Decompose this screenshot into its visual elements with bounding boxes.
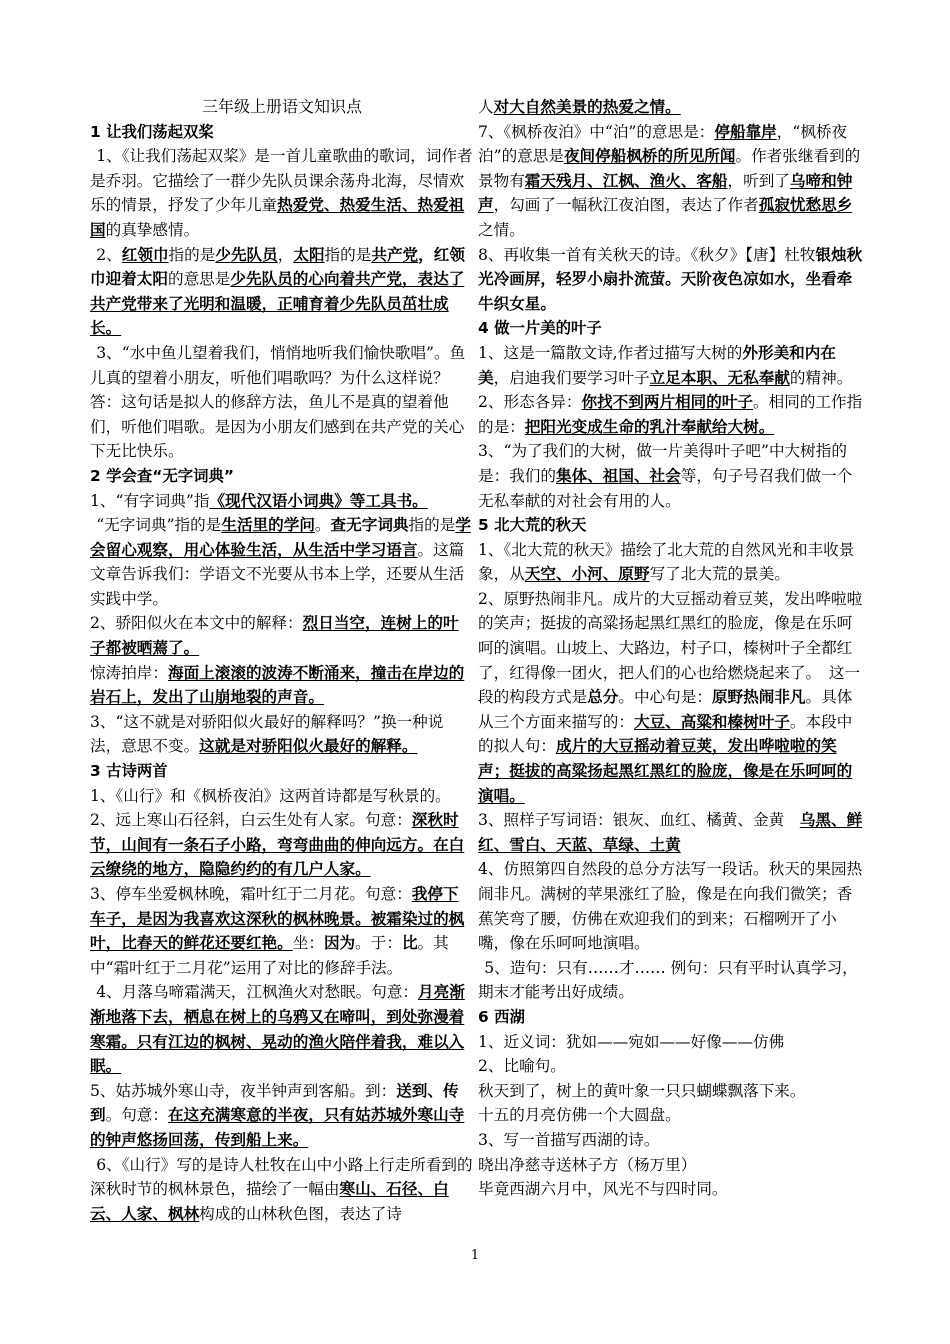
- text-run: 晓出净慈寺送林子方（杨万里）: [478, 1155, 697, 1174]
- text-run: 5、姑苏城外寒山寺，夜半钟声到客船。到：: [90, 1081, 397, 1100]
- paragraph: [90, 611, 474, 660]
- text-run: 3、停车坐爱枫林晚，霜叶红于二月花。句意：: [90, 885, 412, 903]
- text-run: 秋天到了，树上的黄叶象一只只蝴蝶飘落下来。: [478, 1081, 806, 1100]
- text-run: 3、照样子写词语：银灰、血红、橘黄、金黄: [478, 811, 800, 830]
- emphasized-text: 学会留心观察，用心体验生活，从生活中学习语言: [90, 515, 471, 559]
- emphasized-text: 夜间停船枫桥的所见所闻: [563, 146, 736, 166]
- paragraph: [90, 710, 474, 759]
- paragraph: [478, 390, 866, 439]
- paragraph: [478, 1054, 866, 1079]
- paragraph: [478, 1103, 866, 1128]
- left-column: [90, 95, 474, 1226]
- emphasized-text: 深秋时节，山间有一条石子小路，弯弯曲曲的伸向远方。在白云缭绕的地方，隐隐约约的有几户人家。: [90, 810, 465, 879]
- text-run: 指的是: [408, 516, 456, 535]
- paragraph: [478, 120, 866, 243]
- emphasized-text: 在这充满寒意的半夜，只有姑苏城外寒山寺的钟声悠扬回荡，传到船上来。: [90, 1105, 465, 1149]
- text-run: 8、再收集一首有关秋天的诗。《秋夕》【唐】杜牧: [478, 245, 816, 264]
- emphasized-text: 乌黑、鲜红、雪白、天蓝、草绿、土黄: [478, 810, 863, 854]
- paragraph: [478, 1153, 866, 1178]
- text-run: 3、“这不就是对骄阳似火最好的解释吗？”换一种说法，意思不变。: [90, 712, 444, 756]
- text-run: 。本段中的拟人句：: [478, 712, 853, 756]
- emphasized-text: 大豆、高粱和榛树叶子: [633, 711, 790, 731]
- text-run: 4、月落乌啼霜满天，江枫渔火对愁眠。句意：: [96, 983, 419, 1002]
- emphasized-text: 寒山、石径、白云、人家、枫林: [90, 1179, 449, 1223]
- emphasized-text: 《现代汉语小词典》等工具书。: [209, 490, 428, 510]
- emphasized-text: 烈日当空，连树上的叶子都被晒蔫了。: [90, 613, 459, 658]
- text-run: 6、《山行》写的是诗人杜牧在山中小路上行走所看到的深秋时节的枫林景色，描绘了一幅由: [90, 1155, 473, 1199]
- paragraph: [90, 243, 474, 341]
- page-number: 1: [470, 1248, 480, 1263]
- text-run: 的意思是: [167, 270, 231, 289]
- text-run: 3、“为了我们的大树，做一片美得叶子吧”中大树指的是：我们的: [478, 442, 847, 485]
- text-run: 3、写一首描写西湖的诗。: [478, 1130, 660, 1149]
- text-run: 人: [478, 98, 494, 116]
- section-heading-6: 6 西湖: [478, 1007, 525, 1026]
- emphasized-text: 比: [401, 933, 418, 953]
- text-run: 。具体从三个方面来描写的：: [478, 688, 853, 731]
- text-run: 的真挚感情。: [105, 220, 200, 239]
- text-run: 十五的月亮仿佛一个大圆盘。: [478, 1106, 681, 1125]
- paragraph: [478, 538, 866, 587]
- paragraph: [90, 661, 474, 710]
- emphasized-text: 少先队员的心向着共产党，表达了共产党带来了光明和温暖，正哺育着少先队员茁壮成长。: [90, 269, 465, 338]
- text-run: 5、造句：只有……才…… 例句：只有平时认真学习，期末才能考出好成绩。: [478, 958, 858, 1002]
- emphasized-text: 海面上滚滚的波涛不断涌来，撞击在岸边的岩石上，发出了山崩地裂的声音。: [90, 662, 465, 707]
- paragraph: [478, 341, 866, 390]
- text-run: ，启迪我们要学习叶子: [493, 368, 650, 387]
- paragraph: [90, 1153, 474, 1227]
- emphasized-text: 银烛秋光冷画屏，轻罗小扇扑流萤。天阶夜色凉如水，坐看牵牛织女星。: [478, 244, 863, 313]
- paragraph: [90, 980, 474, 1078]
- paragraph: [90, 784, 474, 809]
- emphasized-text: 天空、小河、原野: [524, 564, 650, 584]
- emphasized-text: 停船靠岸: [714, 121, 777, 141]
- text-run: 4、仿照第四自然段的总分方法写一段话。秋天的果园热闹非凡。满树的苹果涨红了脸，像是在向我们微笑；香蕉笑弯了腰，仿佛在欢迎我们的到来；石榴咧开了小嘴，像在乐呵呵地演唱。: [478, 860, 863, 953]
- paragraph: [478, 857, 866, 955]
- text-run: 。这篇文章告诉我们：学语文不光要从书本上学，还要从生活实践中学。: [90, 540, 465, 608]
- emphasized-text: 孤寂忧愁思乡: [758, 195, 853, 215]
- paragraph: [90, 882, 474, 980]
- paragraph: [478, 587, 866, 808]
- section-heading-3: 3 古诗两首: [90, 762, 168, 781]
- text-run: 。于：: [355, 934, 402, 953]
- text-run: 1、“有字词典”指: [90, 491, 210, 510]
- text-run: 。其中“霜叶红于二月花”运用了对比的修辞手法。: [90, 934, 449, 977]
- emphasized-text: 霜天残月、江枫、渔火、客船: [524, 170, 728, 190]
- emphasized-text: 红领巾: [121, 244, 169, 264]
- right-column: [478, 95, 866, 1202]
- paragraph: [478, 808, 866, 857]
- text-run: 指的是: [168, 245, 216, 264]
- text-run: 。中心句是：: [618, 688, 712, 707]
- emphasized-text: 成片的大豆摇动着豆荚，发出哗啦啦的笑声；挺拔的高粱扬起黑红黑红的脸庞，像是在乐呵呵的演唱。: [478, 736, 853, 805]
- paragraph: [478, 1177, 866, 1202]
- paragraph: [90, 341, 474, 464]
- text-run: 之情。: [478, 220, 525, 239]
- text-run: 2、比喻句。: [478, 1057, 566, 1076]
- text-run: 7、《枫桥夜泊》中“泊”的意思是：: [478, 122, 715, 141]
- paragraph: [478, 1030, 866, 1055]
- emphasized-text: 我停下车子，是因为我喜欢这深秋的枫林晚景。被霜染过的枫叶，比春天的鲜花还要红艳。: [90, 884, 465, 953]
- emphasized-text: 共产党: [371, 244, 419, 264]
- emphasized-text: 乌啼和钟声: [478, 170, 853, 215]
- text-run: ，勾画了一幅秋江夜泊图，表达了作者: [493, 196, 759, 215]
- text-run: 。相同的工作指的是：: [478, 393, 863, 436]
- emphasized-text: 立足本职、无私奉献: [649, 367, 790, 387]
- text-run: 构成的山林秋色图，表达了诗: [199, 1204, 402, 1223]
- emphasized-text: 总分: [587, 687, 619, 707]
- paragraph: [478, 439, 866, 513]
- emphasized-text: ，红领巾迎着太阳: [90, 244, 465, 289]
- paragraph: [90, 144, 474, 242]
- emphasized-text: 对大自然美景的热爱之情。: [493, 97, 681, 116]
- emphasized-text: 太阳: [293, 244, 325, 264]
- text-run: “无字词典”指的是: [96, 516, 222, 535]
- text-run: 1、这是一篇散文诗,作者过描写大树的: [478, 343, 743, 362]
- paragraph: [90, 1079, 474, 1153]
- text-run: 等，句子号召我们做一个无私奉献的对社会有用的人。: [478, 466, 853, 510]
- section-heading-2: 2 学会查“无字词典”: [90, 466, 235, 485]
- emphasized-text: 你找不到两片相同的叶子: [581, 392, 754, 412]
- paragraph: [478, 243, 866, 317]
- text-run: 。作者张继看到的景物有: [478, 147, 861, 190]
- emphasized-text: 外形美和内在美: [478, 342, 836, 387]
- text-run: 毕竟西湖六月中，风光不与四时同。: [478, 1180, 728, 1199]
- paragraph: [90, 513, 474, 611]
- section-heading-1: 1 让我们荡起双桨: [90, 122, 214, 141]
- paragraph: [90, 489, 474, 514]
- text-run: 1、《山行》和《枫桥夜泊》这两首诗都是写秋景的。: [90, 786, 451, 805]
- text-run: 2、: [96, 245, 122, 264]
- text-run: ，“枫桥夜泊”的意思是: [478, 122, 848, 166]
- emphasized-text: 这就是对骄阳似火最好的解释。: [199, 736, 418, 756]
- text-run: 2、原野热闹非凡。成片的大豆摇动着豆荚，发出哗啦啦的笑声；挺拔的高粱扬起黑红黑红的脸庞，像是在乐呵呵的演唱。山坡上、大路边，村子口，榛树叶子全都红了，红得像一团火，把人们的心也给燃烧起来了。 这一段的构段方式是: [478, 589, 863, 707]
- emphasized-text: 少先队员: [215, 244, 278, 264]
- document-title: 三年级上册语文知识点: [201, 97, 362, 116]
- text-run: 2、骄阳似火在本文中的解释：: [90, 614, 303, 633]
- text-run: 1、《让我们荡起双桨》是一首儿童歌曲的歌词，词作者是乔羽。它描绘了一群少先队员课余荡舟北海，尽情欢乐的情景，抒发了少年儿童: [90, 147, 473, 215]
- text-run: 写了北大荒的景美。: [649, 565, 790, 584]
- text-run: 1、近义词：犹如——宛如——好像——仿佛: [478, 1032, 785, 1051]
- paragraph: [478, 1079, 866, 1104]
- emphasized-text: 送到、传到: [90, 1080, 459, 1125]
- text-run: 1、《北大荒的秋天》描绘了北大荒的自然风光和丰收景象，从: [478, 540, 855, 584]
- emphasized-text: 因为: [323, 933, 356, 953]
- emphasized-text: 集体、祖国、社会: [555, 465, 681, 485]
- text-run: ，听到了: [727, 171, 790, 190]
- text-run: 3、“水中鱼儿望着我们，悄悄地听我们愉快歌唱”。鱼儿真的望着小朋友，听他们唱歌吗？为什么这样说？答：这句话是拟人的修辞方法，鱼儿不是真的望着他们，听他们唱歌。是因为小朋友们感到在共产党的关心下无比快乐。: [90, 343, 466, 461]
- emphasized-text: 把阳光变成生命的乳汁奉献给大树。: [524, 416, 775, 436]
- section-heading-5: 5 北大荒的秋天: [478, 516, 587, 535]
- section-heading-4: 4 做一片美的叶子: [478, 319, 602, 338]
- emphasized-text: 生活里的学问: [221, 515, 315, 535]
- paragraph: [478, 95, 866, 120]
- text-run: 2、形态各异：: [478, 393, 582, 412]
- text-run: 2、远上寒山石径斜，白云生处有人家。句意：: [90, 811, 412, 830]
- paragraph: [478, 1128, 866, 1153]
- text-run: 坐：: [292, 934, 324, 953]
- paragraph: [478, 956, 866, 1005]
- emphasized-text: 原野热闹非凡: [711, 687, 806, 707]
- emphasized-text: 查无字词典: [330, 515, 409, 535]
- text-run: 惊涛拍岸：: [90, 663, 168, 682]
- text-run: 的精神。: [789, 368, 853, 387]
- text-run: 指的是: [324, 245, 372, 264]
- text-run: 。句意：: [105, 1106, 168, 1125]
- paragraph: [90, 808, 474, 882]
- text-run: ，: [277, 245, 294, 264]
- emphasized-text: 热爱党、热爱生活、热爱祖国: [90, 195, 465, 239]
- emphasized-text: 月亮渐渐地落下去，栖息在树上的乌鸦又在啼叫，到处弥漫着寒霜。只有江边的枫树、晃动的渔火陪伴着我，难以入眠。: [90, 982, 465, 1076]
- text-run: 。: [314, 516, 331, 535]
